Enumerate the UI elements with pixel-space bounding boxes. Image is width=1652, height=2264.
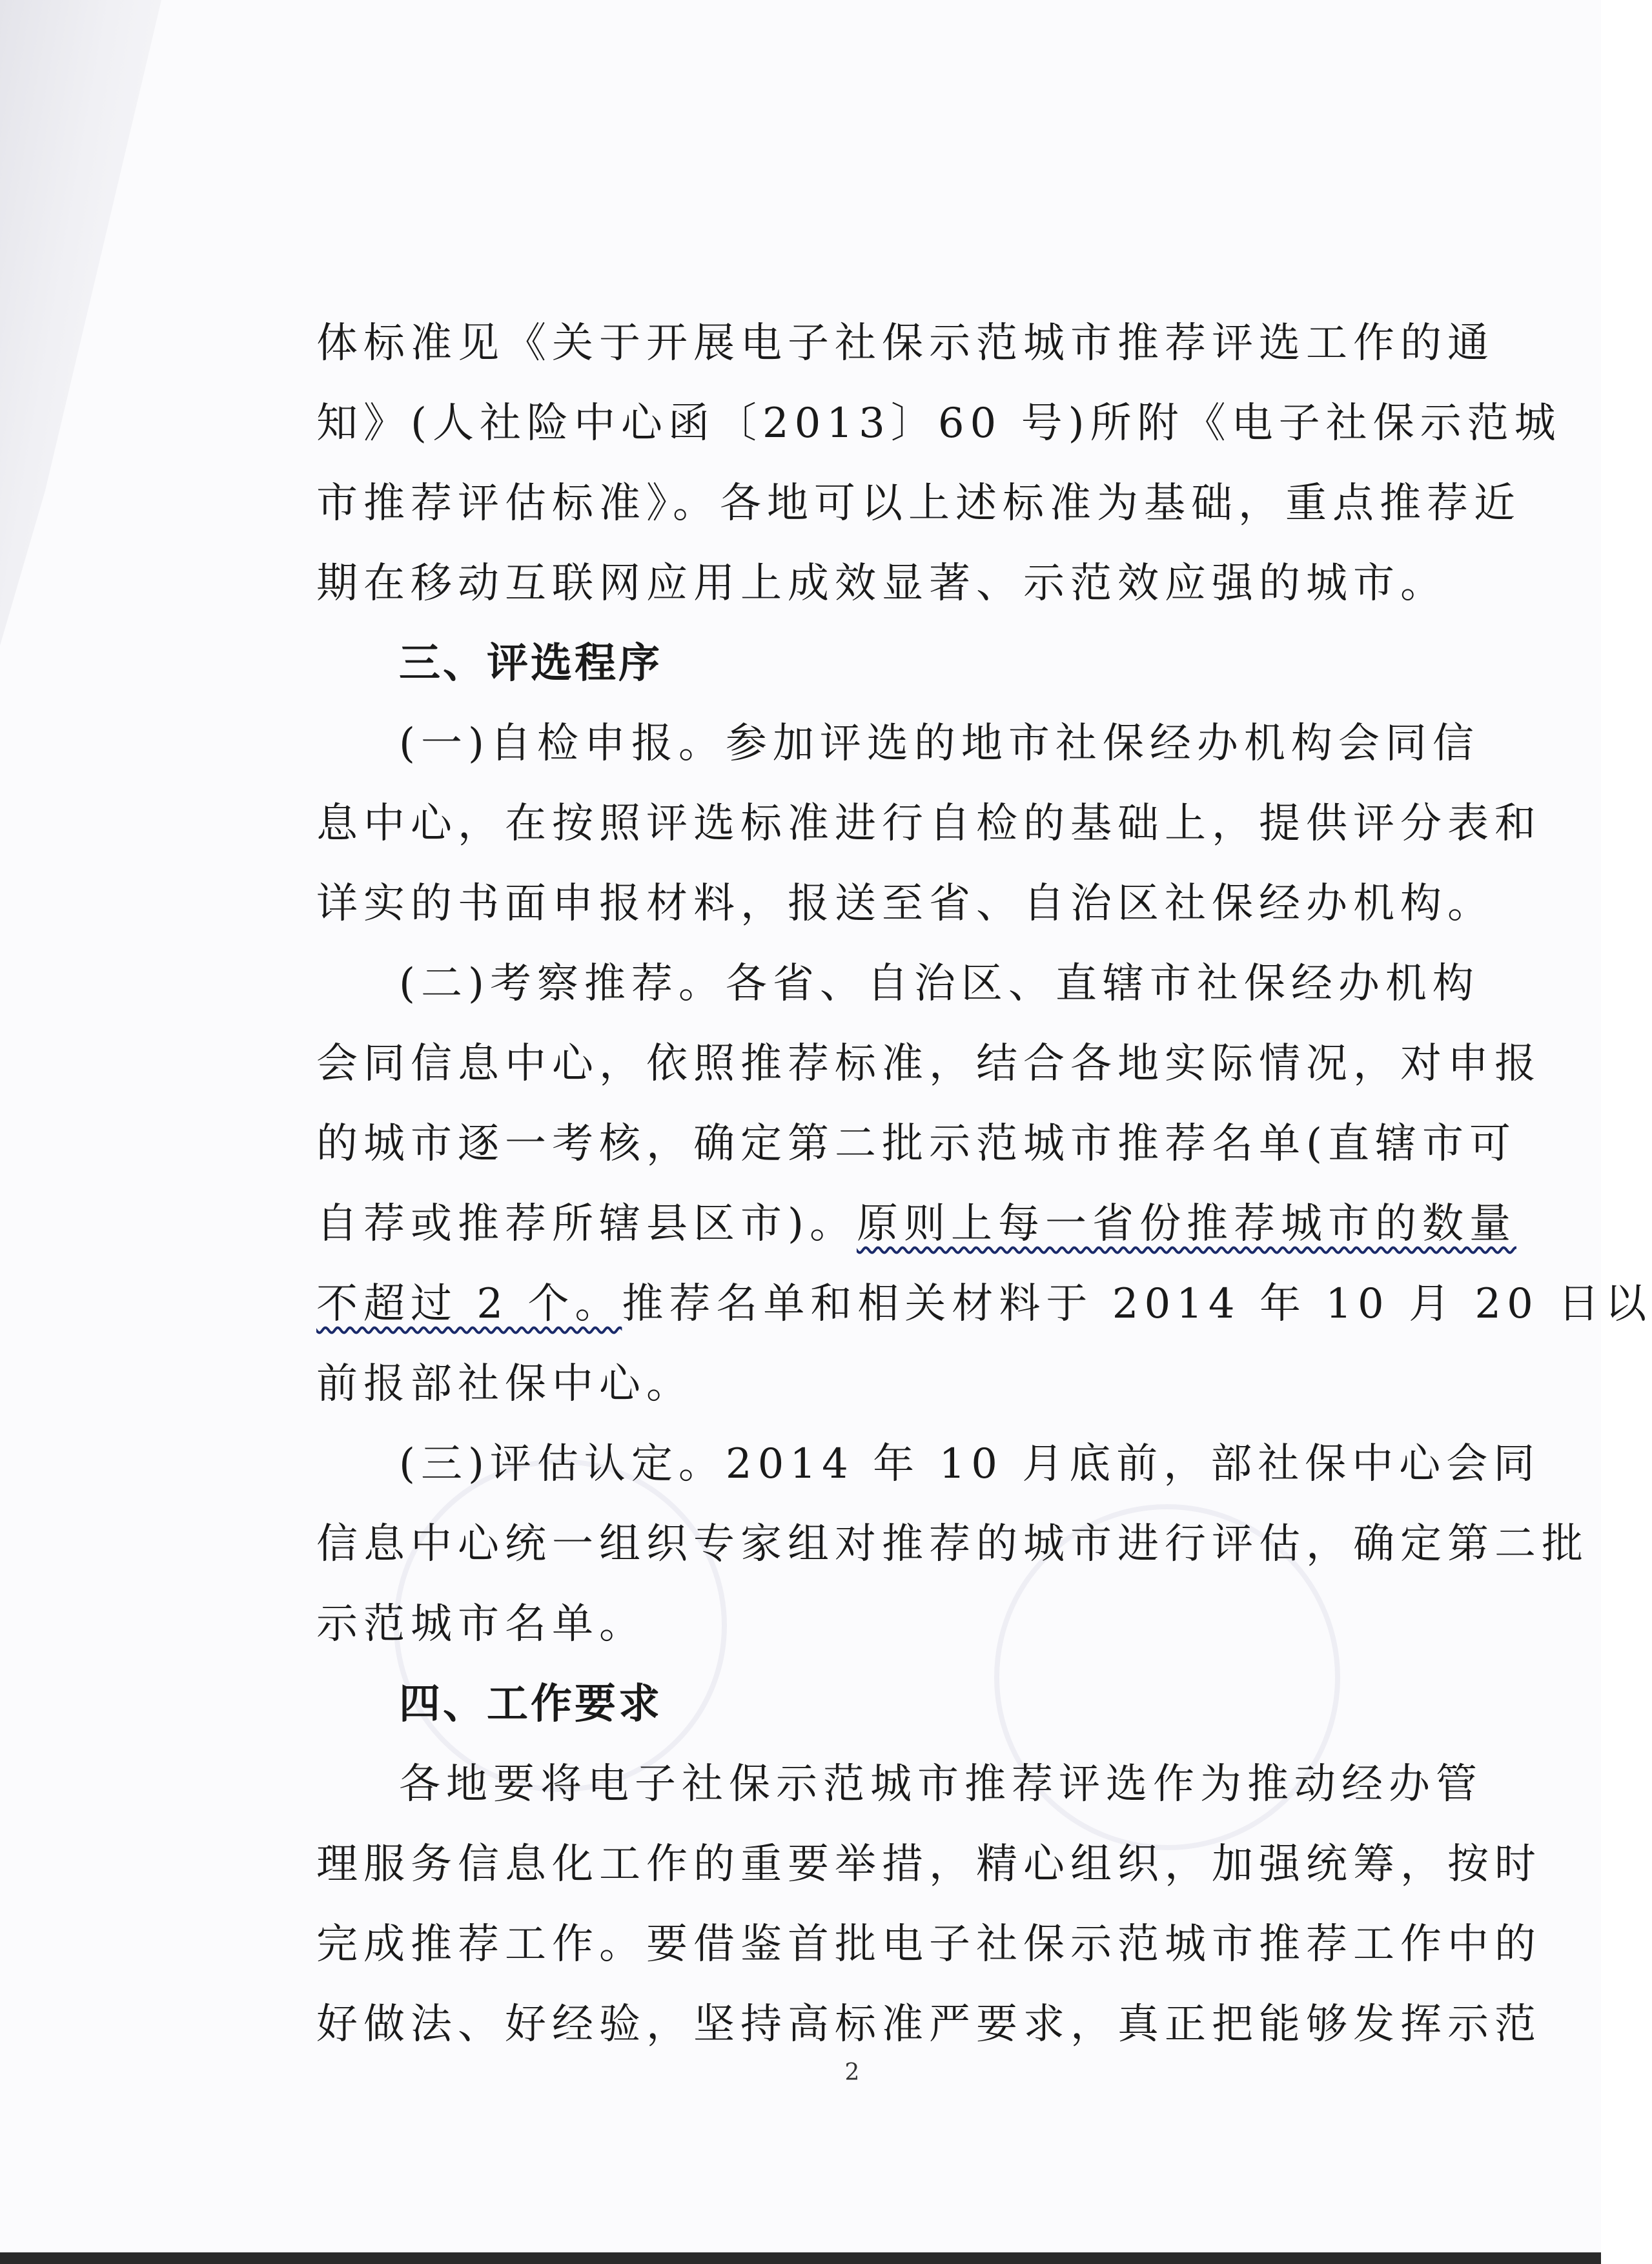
- section-heading-procedure: 三、评选程序: [399, 640, 662, 688]
- paragraph-4-line: 好做法、好经验，坚持高标准严要求，真正把能够发挥示范: [316, 2001, 1542, 2048]
- paragraph-4-line: 理服务信息化工作的重要举措，精心组织，加强统筹，按时: [316, 1841, 1542, 1888]
- paragraph-4-line: 完成推荐工作。要借鉴首批电子社保示范城市推荐工作中的: [316, 1921, 1542, 1968]
- document-body: [316, 303, 1652, 2065]
- item-3-line: 信息中心统一组织专家组对推荐的城市进行评估，确定第二批: [316, 1520, 1589, 1568]
- section-heading-requirements: 四、工作要求: [399, 1680, 662, 1728]
- item-2-line: 的城市逐一考核，确定第二批示范城市推荐名单(直辖市可: [316, 1120, 1516, 1168]
- item-2-line5-text: 推荐名单和相关材料于 2014 年 10 月 20 日以: [622, 1280, 1652, 1328]
- handwritten-underline-text: 原则上每一省份推荐城市的数量: [856, 1200, 1516, 1248]
- scan-shadow: [0, 0, 168, 646]
- paragraph-line: 期在移动互联网应用上成效显著、示范效应强的城市。: [316, 560, 1447, 607]
- item-3-line: (三)评估认定。2014 年 10 月底前，部社保中心会同: [399, 1440, 1541, 1488]
- paragraph-line: 知》(人社险中心函〔2013〕60 号)所附《电子社保示范城: [316, 400, 1562, 447]
- paragraph-line: 体标准见《关于开展电子社保示范城市推荐评选工作的通: [316, 320, 1494, 367]
- paragraph-4-line: 各地要将电子社保示范城市推荐评选作为推动经办管: [399, 1760, 1483, 1808]
- item-2-line: [316, 1184, 1516, 1264]
- scan-bottom-edge: [0, 2252, 1601, 2264]
- item-2-line4-text: 自荐或推荐所辖县区市)。: [316, 1200, 857, 1248]
- handwritten-underline-text: 不超过 2 个。: [316, 1280, 622, 1328]
- item-1-line: (一)自检申报。参加评选的地市社保经办机构会同信: [399, 720, 1480, 768]
- page-number: 2: [844, 2059, 860, 2086]
- item-2-line: (二)考察推荐。各省、自治区、直辖市社保经办机构: [399, 960, 1480, 1008]
- item-3-line: 示范城市名单。: [316, 1600, 646, 1648]
- item-2-line: [316, 1264, 1652, 1344]
- item-1-line: 详实的书面申报材料，报送至省、自治区社保经办机构。: [316, 880, 1494, 928]
- item-2-line: 前报部社保中心。: [316, 1360, 693, 1408]
- paragraph-line: 市推荐评估标准》。各地可以上述标准为基础，重点推荐近: [316, 480, 1521, 527]
- item-2-line: 会同信息中心，依照推荐标准，结合各地实际情况，对申报: [316, 1040, 1542, 1088]
- item-1-line: 息中心，在按照评选标准进行自检的基础上，提供评分表和: [316, 800, 1542, 848]
